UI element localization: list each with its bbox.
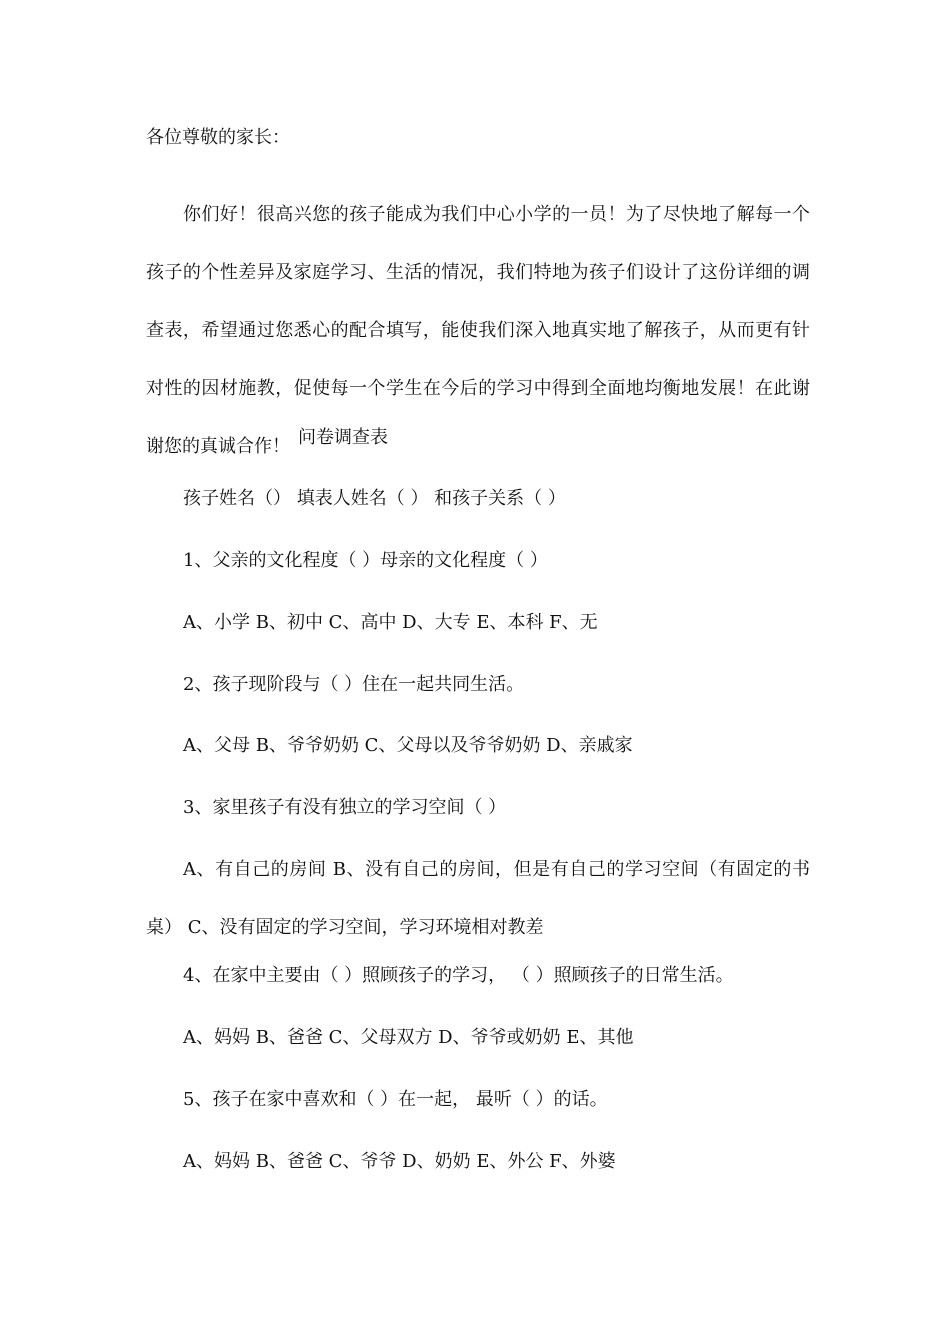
survey-title: 问卷调查表 (298, 427, 388, 448)
question-1: 1、父亲的文化程度（ ）母亲的文化程度（ ） (183, 550, 548, 571)
salutation: 各位尊敬的家长： (146, 127, 290, 148)
question-3-options: A、有自己的房间 B、没有自己的房间，但是有自己的学习空间（有固定的书桌） C、没有固定的学习空间，学习环境相对教差 (146, 859, 810, 938)
question-2: 2、孩子现阶段与（ ）住在一起共同生活。 (183, 674, 525, 695)
question-5: 5、孩子在家中喜欢和（ ）在一起， 最听（ ）的话。 (183, 1089, 608, 1110)
intro-paragraph: 你们好！很高兴您的孩子能成为我们中心小学的一员！为了尽快地了解每一个孩子的个性差异及家庭学习、生活的情况，我们特地为孩子们设计了这份详细的调查表，希望通过您悉心的配合填写，能使我们深入地真实地了解孩子，从而更有针对性的因材施教，促使每一个学生在今后的学习中得到全面地均衡地发展！在此谢谢您的真诚合作！ (146, 204, 810, 457)
question-3: 3、家里孩子有没有独立的学习空间（ ） (183, 797, 507, 818)
question-4-options: A、妈妈 B、爸爸 C、父母双方 D、爷爷或奶奶 E、其他 (183, 1027, 634, 1048)
question-1-options: A、小学 B、初中 C、高中 D、大专 E、本科 F、无 (183, 612, 598, 633)
question-4: 4、在家中主要由（ ）照顾孩子的学习， （ ）照顾孩子的日常生活。 (183, 965, 734, 986)
question-5-options: A、妈妈 B、爸爸 C、爷爷 D、奶奶 E、外公 F、外婆 (183, 1151, 616, 1172)
question-2-options: A、父母 B、爷爷奶奶 C、父母以及爷爷奶奶 D、亲戚家 (183, 735, 633, 756)
info-line: 孩子姓名（） 填表人姓名（ ） 和孩子关系（ ） (183, 488, 566, 509)
